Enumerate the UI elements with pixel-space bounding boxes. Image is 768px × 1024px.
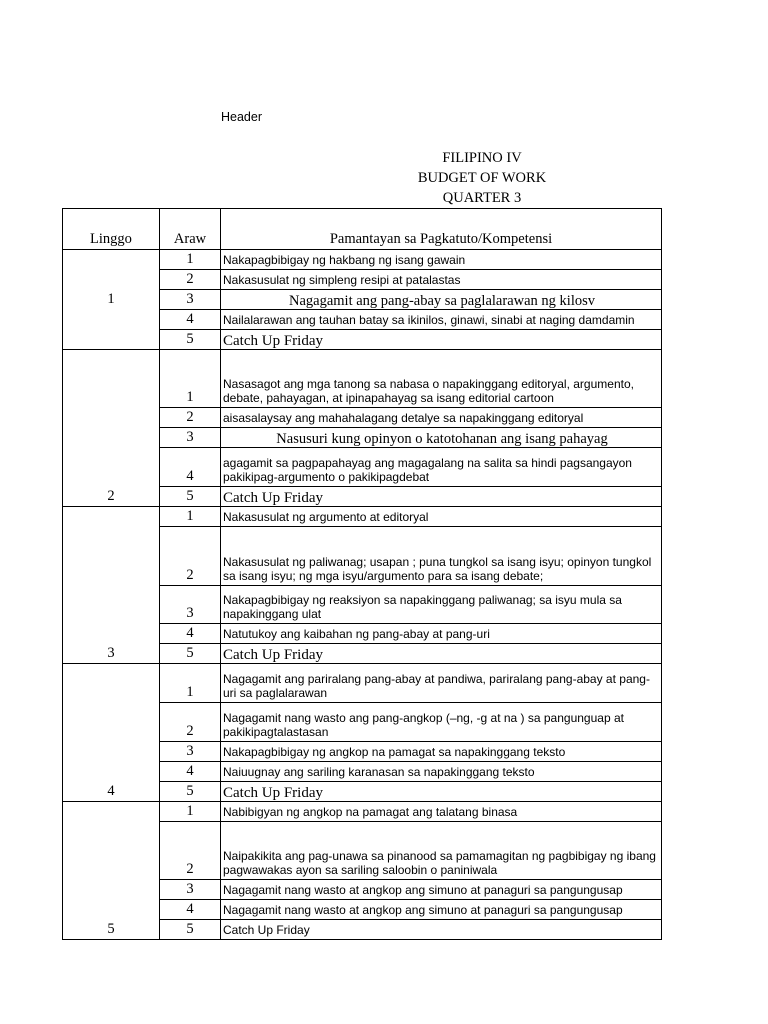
- day-cell: 1: [160, 350, 221, 408]
- competency-cell: Nakapagbibigay ng reaksiyon sa napakinggang paliwanag; sa isyu mula sa napakinggang ulat: [221, 586, 662, 624]
- table-row: [63, 802, 662, 822]
- table-row: [63, 250, 662, 270]
- day-cell: 2: [160, 703, 221, 742]
- day-cell: 5: [160, 487, 221, 507]
- table-row: [63, 507, 662, 527]
- day-cell: 4: [160, 900, 221, 920]
- day-cell: 5: [160, 782, 221, 802]
- week-cell: 5: [63, 802, 160, 940]
- day-cell: 2: [160, 408, 221, 428]
- day-cell: 1: [160, 664, 221, 703]
- competency-cell: Nagagamit nang wasto at angkop ang simuno at panaguri sa pangungusap: [221, 880, 662, 900]
- day-cell: 3: [160, 742, 221, 762]
- competency-cell: Nailalarawan ang tauhan batay sa ikinilos, ginawi, sinabi at naging damdamin: [221, 310, 662, 330]
- day-cell: 4: [160, 624, 221, 644]
- day-cell: 2: [160, 527, 221, 586]
- table-row: [63, 350, 662, 408]
- day-cell: 4: [160, 762, 221, 782]
- competency-cell: Catch Up Friday: [221, 644, 662, 664]
- competency-cell: Nagagamit nang wasto at angkop ang simuno at panaguri sa pangungusap: [221, 900, 662, 920]
- competency-cell: Natutukoy ang kaibahan ng pang-abay at pang-uri: [221, 624, 662, 644]
- competency-cell: Nagagamit ang pariralang pang-abay at pandiwa, pariralang pang-abay at pang-uri sa paglalarawan: [221, 664, 662, 703]
- day-cell: 2: [160, 270, 221, 290]
- column-header-day: Araw: [160, 209, 221, 250]
- week-cell: 4: [63, 664, 160, 802]
- day-cell: 1: [160, 802, 221, 822]
- day-cell: 2: [160, 822, 221, 880]
- competency-cell: Catch Up Friday: [221, 330, 662, 350]
- day-cell: 5: [160, 644, 221, 664]
- title-budget: BUDGET OF WORK: [417, 170, 547, 186]
- column-header-week: Linggo: [63, 209, 160, 250]
- competency-cell: Nabibigyan ng angkop na pamagat ang talatang binasa: [221, 802, 662, 822]
- day-cell: 4: [160, 448, 221, 487]
- competency-cell: aisasalaysay ang mahahalagang detalye sa napakinggang editoryal: [221, 408, 662, 428]
- week-cell: 2: [63, 350, 160, 507]
- budget-of-work-table: [62, 208, 662, 940]
- competency-cell: Nakasusulat ng argumento at editoryal: [221, 507, 662, 527]
- header-label: Header: [221, 110, 262, 124]
- day-cell: 3: [160, 290, 221, 310]
- day-cell: 4: [160, 310, 221, 330]
- competency-cell: Nasasagot ang mga tanong sa nabasa o napakinggang editoryal, argumento, debate, pahayagan, at ipinapahayag sa isang editorial cartoon: [221, 350, 662, 408]
- competency-cell: Nagagamit nang wasto ang pang-angkop (–ng, -g at na ) sa pangunguap at pakikipagtalastasan: [221, 703, 662, 742]
- day-cell: 3: [160, 428, 221, 448]
- week-cell: 3: [63, 507, 160, 664]
- competency-cell: Catch Up Friday: [221, 920, 662, 940]
- competency-cell: Nagagamit ang pang-abay sa paglalarawan ng kilosv: [221, 290, 662, 310]
- day-cell: 5: [160, 920, 221, 940]
- week-cell: 1: [63, 250, 160, 350]
- day-cell: 3: [160, 586, 221, 624]
- table-header-row: [63, 209, 662, 250]
- day-cell: 5: [160, 330, 221, 350]
- competency-cell: agagamit sa pagpapahayag ang magagalang na salita sa hindi pagsangayon pakikipag-argumento o pakikipagdebat: [221, 448, 662, 487]
- competency-cell: Nakapagbibigay ng angkop na pamagat sa napakinggang teksto: [221, 742, 662, 762]
- title-subject: FILIPINO IV: [442, 150, 522, 166]
- competency-cell: Catch Up Friday: [221, 782, 662, 802]
- day-cell: 3: [160, 880, 221, 900]
- competency-cell: Naiuugnay ang sariling karanasan sa napakinggang teksto: [221, 762, 662, 782]
- day-cell: 1: [160, 507, 221, 527]
- competency-cell: Nakasusulat ng paliwanag; usapan ; puna tungkol sa isang isyu; opinyon tungkol sa isang isyu; ng mga isyu/argumento para sa isang debate;: [221, 527, 662, 586]
- competency-cell: Nasusuri kung opinyon o katotohanan ang isang pahayag: [221, 428, 662, 448]
- table-row: [63, 664, 662, 703]
- competency-cell: Naipakikita ang pag-unawa sa pinanood sa pamamagitan ng pagbibigay ng ibang pagwawakas ayon sa sariling saloobin o paniniwala: [221, 822, 662, 880]
- competency-cell: Nakasusulat ng simpleng resipi at patalastas: [221, 270, 662, 290]
- day-cell: 1: [160, 250, 221, 270]
- column-header-competency: Pamantayan sa Pagkatuto/Kompetensi: [221, 209, 662, 250]
- document-title: [362, 148, 602, 208]
- competency-cell: Catch Up Friday: [221, 487, 662, 507]
- competency-cell: Nakapagbibigay ng hakbang ng isang gawain: [221, 250, 662, 270]
- title-quarter: QUARTER 3: [442, 190, 522, 206]
